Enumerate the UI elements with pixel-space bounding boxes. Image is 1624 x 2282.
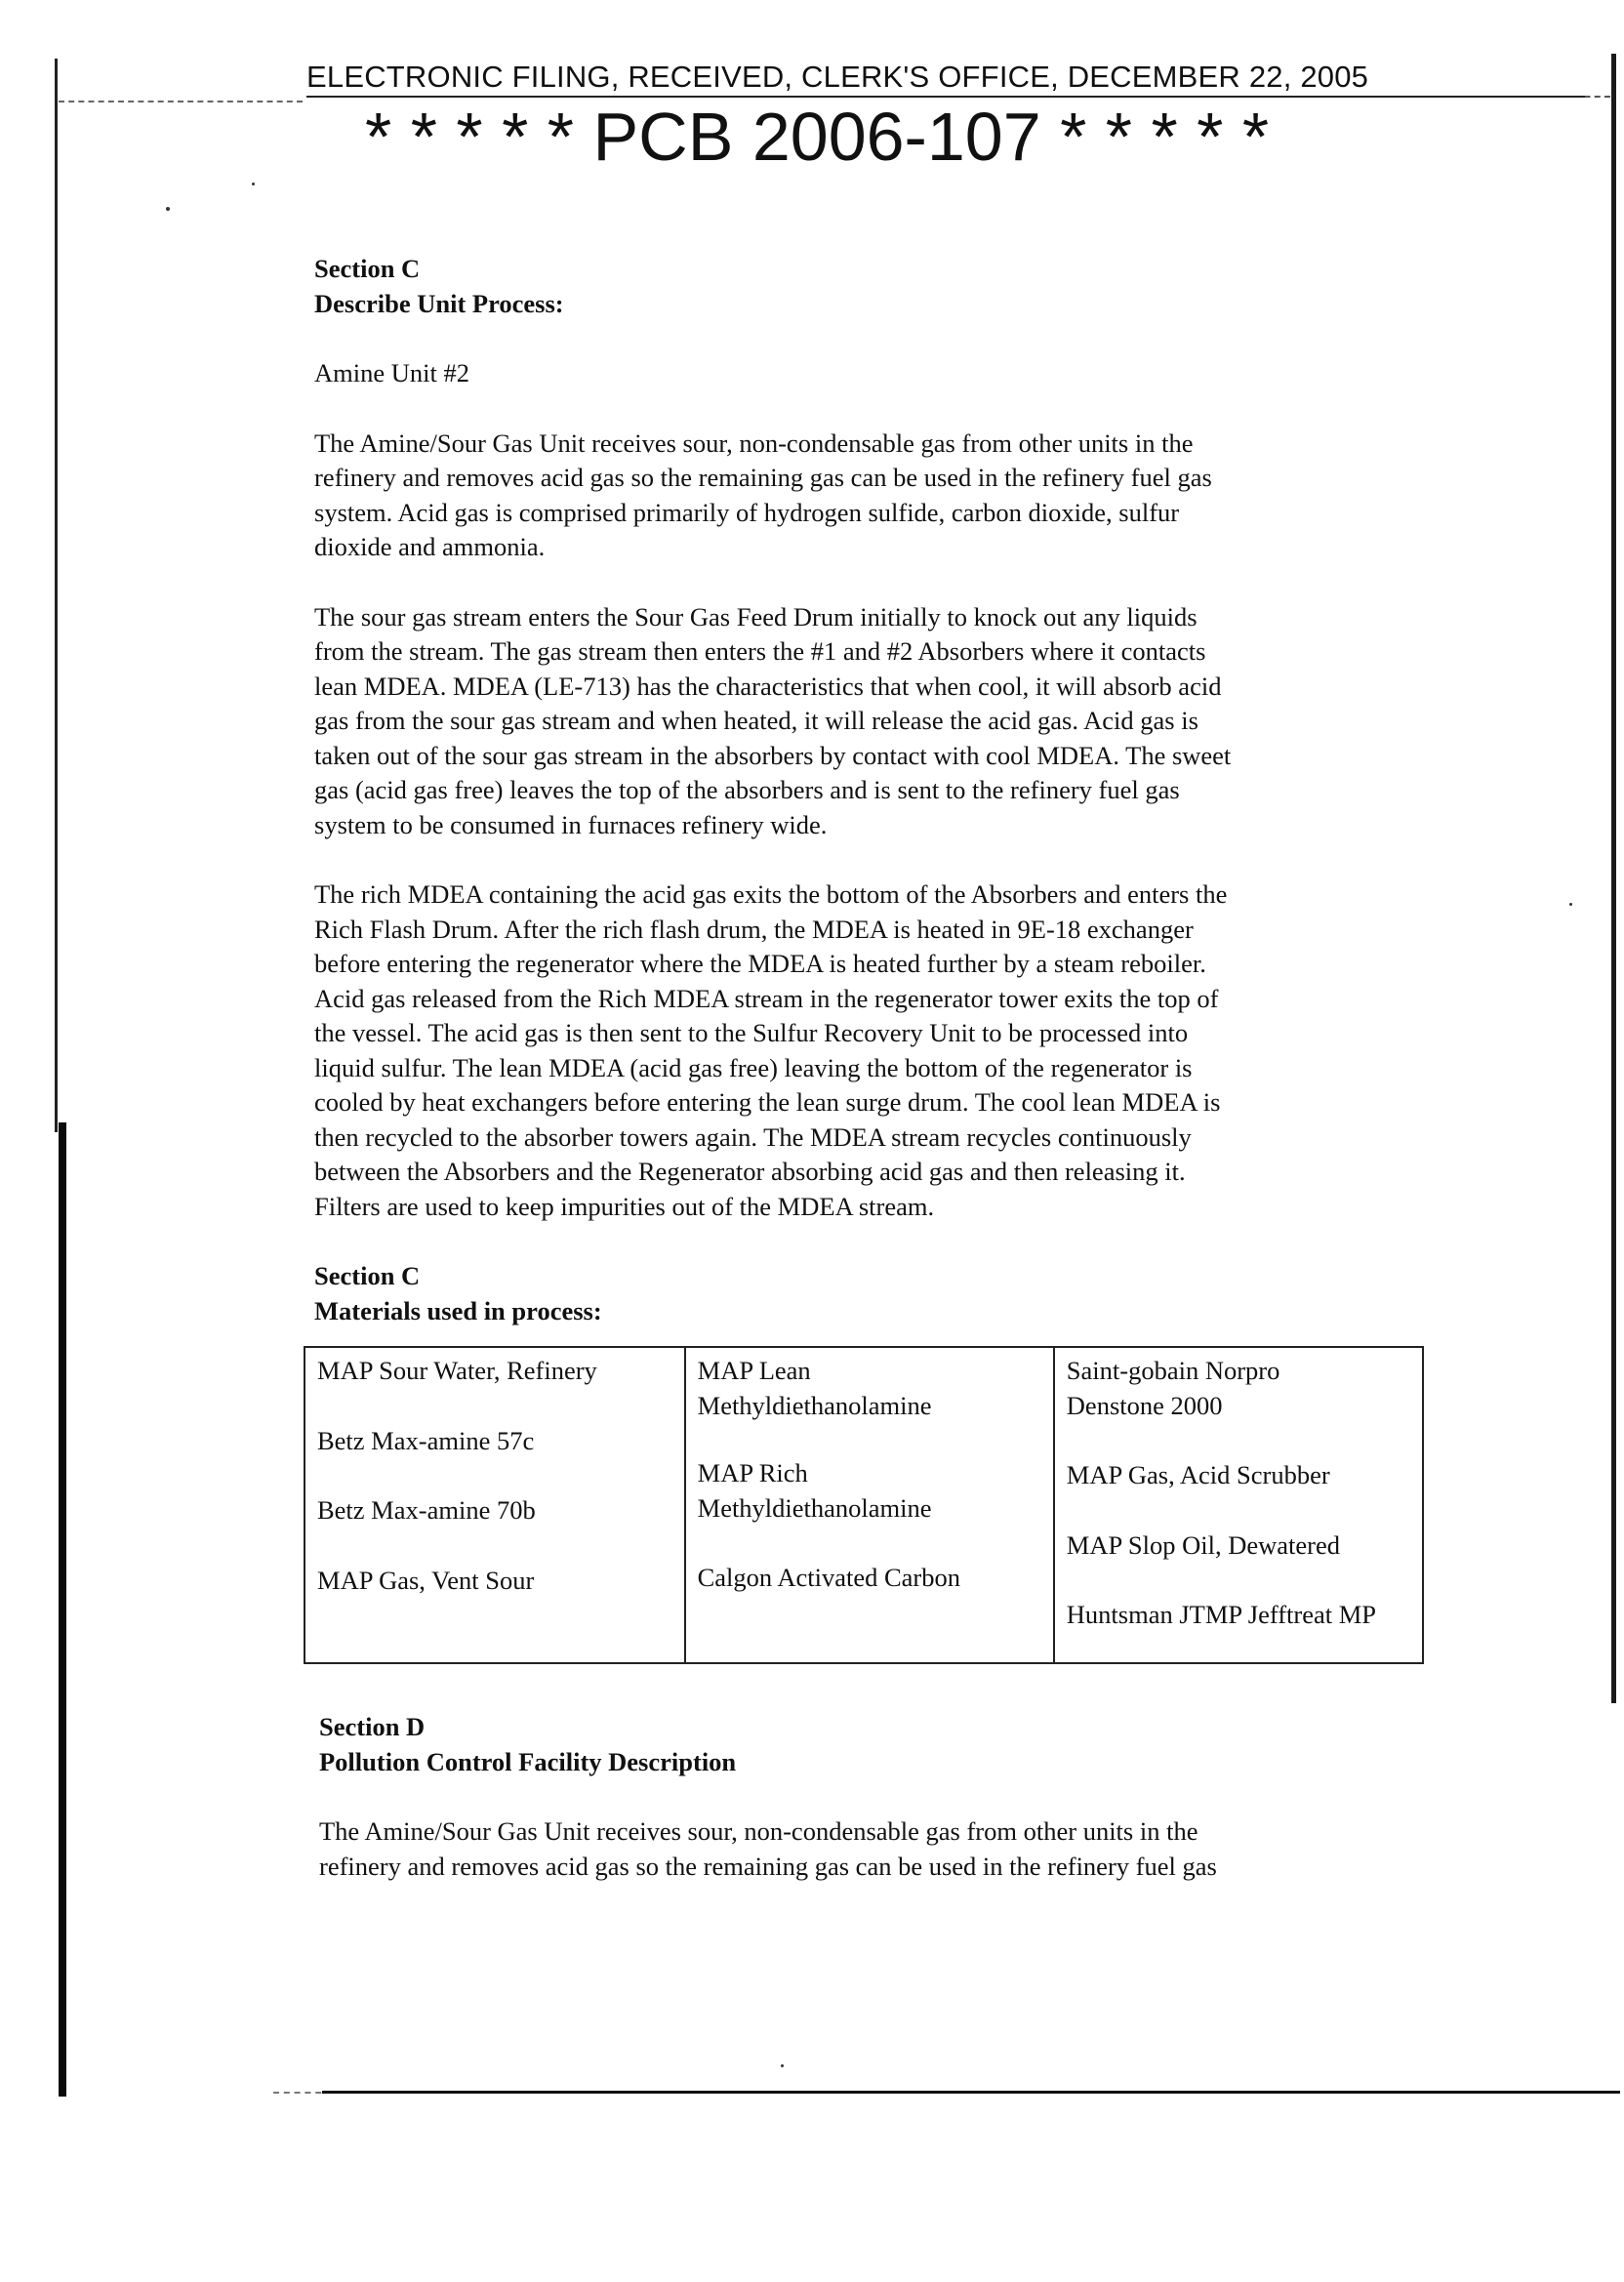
text-line: Rich Flash Drum. After the rich flash drum, the MDEA is heated in 9E-18 exchanger [314,914,1194,944]
text-line: the vessel. The acid gas is then sent to the Sulfur Recovery Unit to be processed into [314,1018,1189,1047]
table-cell [685,1347,1054,1663]
material-item: Betz Max-amine 57c [317,1425,535,1455]
section-d [319,1710,1432,1884]
material-item: MAP Gas, Vent Sour [317,1565,535,1595]
case-number: * * * * * PCB 2006-107 * * * * * [365,99,1270,175]
section-subheading: Pollution Control Facility Description [319,1746,737,1776]
scan-edge-left-lower [59,1122,66,2097]
text-line: then recycled to the absorber towers again. The MDEA stream recycles continuously [314,1121,1192,1152]
text-line: dioxide and ammonia. [314,532,546,561]
material-item: Calgon Activated Carbon [697,1563,960,1592]
text-line: gas (acid gas free) leaves the top of the absorbers and is sent to the refinery fuel gas [314,775,1180,804]
scan-speck [1569,903,1572,906]
material-item: MAP Lean Methyldiethanolamine [697,1356,932,1420]
section-heading: Section C [314,1261,421,1290]
text-line: system to be consumed in furnaces refinery wide. [314,809,828,839]
text-line: from the stream. The gas stream then enters the #1 and #2 Absorbers where it contacts [314,636,1206,666]
text-line: The sour gas stream enters the Sour Gas Feed Drum initially to knock out any liquids [314,601,1198,632]
paragraph [314,877,1427,1224]
text-line: taken out of the sour gas stream in the absorbers by contact with cool MDEA. The sweet [314,740,1232,770]
text-line: The rich MDEA containing the acid gas exits the bottom of the Absorbers and enters the [314,879,1228,909]
text-line: refinery and removes acid gas so the remaining gas can be used in the refinery fuel gas [314,463,1212,492]
section-subheading: Materials used in process: [314,1295,602,1325]
text-line: Acid gas released from the Rich MDEA stream in the regenerator tower exits the top of [314,983,1219,1013]
paragraph [319,1814,1432,1884]
table-cell [1054,1347,1423,1663]
material-item: MAP Slop Oil, Dewatered [1066,1529,1340,1560]
text-line: between the Absorbers and the Regenerator absorbing acid gas and then releasing it. [314,1157,1186,1186]
text-line: lean MDEA. MDEA (LE-713) has the characteristics that when cool, it will absorb acid [314,671,1222,701]
text-line: liquid sulfur. The lean MDEA (acid gas free) leaving the bottom of the regenerator is [314,1052,1193,1082]
text-line: cooled by heat exchangers before entering the lean surge drum. The cool lean MDEA is [314,1087,1221,1117]
material-item: MAP Rich Methyldiethanolamine [697,1458,932,1523]
scan-edge-right [1611,54,1616,1703]
text-line: system. Acid gas is comprised primarily of hydrogen sulfide, carbon dioxide, sulfur [314,497,1180,527]
material-item: Saint-gobain Norpro Denstone 2000 [1066,1356,1280,1420]
scan-dash-top-left [59,101,303,102]
section-heading: Section C [314,254,421,283]
text-line: The Amine/Sour Gas Unit receives sour, non-condensable gas from other units in the [314,428,1194,458]
text-line: gas from the sour gas stream and when heated, it will release the acid gas. Acid gas is [314,706,1198,735]
section-subheading: Describe Unit Process: [314,288,564,318]
material-item: MAP Sour Water, Refinery [317,1356,597,1385]
text-line: The Amine/Sour Gas Unit receives sour, non-condensable gas from other units in the [319,1816,1198,1846]
table-cell [304,1347,685,1663]
text-line: before entering the regenerator where the MDEA is heated further by a steam reboiler. [314,949,1206,978]
material-item: MAP Gas, Acid Scrubber [1066,1460,1330,1489]
scan-speck [781,2064,784,2067]
paragraph [314,600,1427,843]
materials-table [304,1346,1424,1664]
text-line: refinery and removes acid gas so the remaining gas can be used in the refinery fuel gas [319,1851,1217,1881]
unit-name: Amine Unit #2 [314,358,469,387]
paragraph [314,427,1427,565]
section-c-process [314,252,1427,1328]
scan-line-bottom [322,2091,1620,2094]
scan-speck [252,183,255,185]
material-item: Huntsman JTMP Jefftreat MP [1066,1600,1377,1629]
filing-stamp: ELECTRONIC FILING, RECEIVED, CLERK'S OFFICE, DECEMBER 22, 2005 [306,59,1585,98]
table-row [304,1347,1423,1663]
scan-speck [166,207,170,211]
material-item: Betz Max-amine 70b [317,1495,536,1525]
scan-edge-left [55,59,58,1132]
section-heading: Section D [319,1712,426,1741]
text-line: Filters are used to keep impurities out of the MDEA stream. [314,1191,935,1221]
